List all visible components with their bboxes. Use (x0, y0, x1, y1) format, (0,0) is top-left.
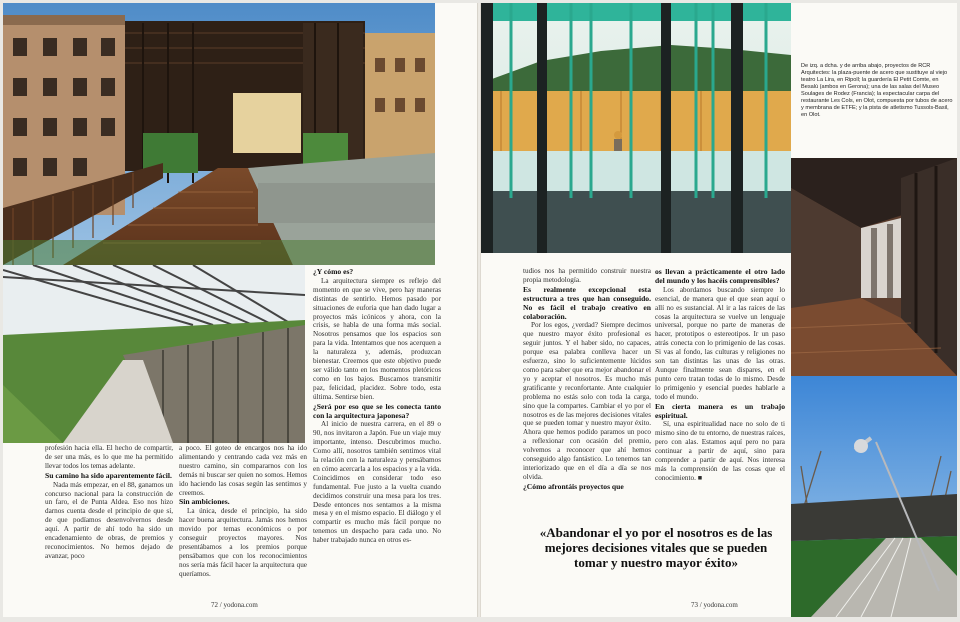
page-number-left: 72 / yodona.com (211, 601, 258, 609)
col2-paragraph: a poco. El goteo de encargos nos ha ido alimentando y centrando cada vez más en nuestro camino, sin compararnos con los demás ni buscar ser quien no somos. Hemos ido haciendo las cosas según las sentimos y creemos. (179, 444, 307, 497)
text-column-1 (45, 444, 173, 561)
col5-question: En cierta manera es un trabajo espiritual. (655, 401, 785, 420)
col2-paragraph: La única, desde el principio, ha sido hacer buena arquitectura. Jamás nos hemos movido por temas económicos o por conseguir proyectos mayores. Nos presentábamos a los premios porque pensábamos que con los reconocimientos nos sería más fácil hacer la arquitectura que queríamos. (179, 507, 307, 578)
col4-paragraph: Por los egos, ¿verdad? Siempre decimos que nuestro mayor éxito profesional es seguir juntos. Y el haber sido, no capaces, porque esa palabra conlleva hacer un esfuerzo, sino lo suficientemente lúcidos como para saber que era mejor abandonar el yo y aceptar el nosotros. Es mucho más gratificante y reconfortante. Ante cualquier problema no estás solo con toda la carga, sino que la compartes. Cambiar el yo por el nosotros es de las mejores decisiones vitales que se pueden tomar y nuestro mayor éxito. Ahora que hemos podido paramos un poco a reflexionar con ocasión del premio, volvemos a reconocer que ahí hemos conseguido algo fantástico. Lo tenemos tan interiorizado que en el día a día se nos olvida. (523, 321, 651, 481)
photo-athletics-track (791, 376, 957, 617)
photo-les-cols-pavilion (481, 3, 791, 253)
col4-paragraph: tudios nos ha permitido construir nuestra propia metodología. (523, 267, 651, 284)
col3-question: ¿Y cómo es? (313, 267, 354, 276)
col3-paragraph: La arquitectura siempre es reflejo del momento en que se vive, pero hay maneras distintas de sentirlo. Hemos pasado por situaciones de euforia que han dado lugar a proyectos más icónicos y ahora, con la crisis, se habla de una forma más social. Nosotros pensamos que los espacios son para la vida. Intentamos que nos acerquen a la naturaleza y, además, produzcan bienestar. Creemos que este objetivo puede ser válido tanto en los momentos pletóricos como en los bajos. Buscamos transmitir paz, felicidad, placidez. Sobre todo, esta última. Sentirse bien. (313, 276, 441, 401)
photo-steel-plaza (3, 3, 435, 265)
photo-museum-soulages (791, 158, 957, 376)
text-column-5 (655, 267, 785, 483)
left-page (3, 3, 477, 617)
photo-caption: De izq. a dcha. y de arriba abajo, proyectos de RCR Arquitectes: la plaza-puente de acero que sustituye al viejo teatro La Lira, en Ripoll; la guardería El Petit Comte, en Besalú (ambos en Gerona); una de las salas del Museo Soulages de Rodez (Francia); la espectacular carpa del restaurante Les Cols, en Olot, compuesta por tubos de acero y membrana de ETFE; y la pista de atletismo Tussols-Basil, en Olot. (801, 63, 953, 118)
text-column-2 (179, 444, 307, 579)
col4-question: ¿Cómo afrontáis proyectos que (523, 481, 624, 491)
photo-nursery-besalu (3, 265, 305, 443)
col3-paragraph: Al inicio de nuestra carrera, en el 89 o 90, nos invitaron a Japón. Fue un viaje muy importante, intenso. Descubrimos mucho. Como allí, nosotros también sentimos vital la relación con la naturaleza y pensábamos en cómo acercarla a los espacios y a la vida. Coincidimos en considerar todo eso fundamental. Fue justo a la vuelta cuando decidimos construir una mesa para los tres. Desde entonces nos sentamos a la misma mesa y en el mismo espacio. El diálogo y el compartir es mucho más fácil porque no tenemos un despacho para cada uno. No haber trabajado nunca en otros es- (313, 420, 441, 545)
col1-paragraph: Nada más empezar, en el 88, ganamos un concurso nacional para la construcción de un faro, el de Punta Aldea. Eso nos hizo darnos cuenta desde el principio de que sí, de que podíamos desenvolvernos desde aquí. A partir de ahí todo ha sido un encadenamiento de obras, de premios y reconocimientos. No hemos dejado de avanzar, poco (45, 480, 173, 560)
col3-question: ¿Será por eso que se les conecta tanto con la arquitectura japonesa? (313, 401, 441, 420)
pull-quote: «Abandonar el yo por el nosotros es de las mejores decisiones vitales que se pueden tomar y nuestro mayor éxito» (539, 525, 773, 570)
right-page (481, 3, 957, 617)
col2-question: Sin ambiciones. (179, 497, 230, 507)
text-column-4 (523, 267, 651, 492)
col1-paragraph: profesión hacia ella. El hecho de compartir, de ser una más, es lo que me ha permitido llevar todos los temas adelante. (45, 444, 173, 470)
page-number-right: 73 / yodona.com (691, 601, 738, 609)
col4-question: Es realmente excepcional esta estructura a tres que han conseguido. No es fácil el trabajo creativo en colaboración. (523, 284, 651, 321)
col5-paragraph: Los abordamos buscando siempre lo esencial, de manera que el que sean aquí o allí no es sustancial. Al ir a las raíces de las cosas la arquitectura se vuelve un lenguaje universal, porque no parte de maneras de hacer, prototipos o estereotipos. Ir un paso atrás conecta con lo primigenio de las cosas. Si vas al fondo, las culturas y religiones no son tan distintas las unas de las otras. Aunque finalmente sean dispares, en el punto cero tratan todas de lo mismo. Desde lo primigenio y esencial puedes hablarle a todo el mundo. (655, 285, 785, 401)
col5-question: os llevan a prácticamente el otro lado del mundo y los hacéis comprensibles? (655, 267, 785, 285)
col1-question: Su camino ha sido aparentemente fácil. (45, 470, 172, 480)
text-column-3 (313, 267, 441, 545)
col5-paragraph: Sí, una espiritualidad nace no solo de ti mismo sino de tu entorno, de nuestras raíces, pero con alas. Estamos aquí pero no para continuar a partir de aquí, sino para comprender a partir de aquí. Nos interesa más la comprensión de las cosas que el conocimiento. ■ (655, 420, 785, 482)
